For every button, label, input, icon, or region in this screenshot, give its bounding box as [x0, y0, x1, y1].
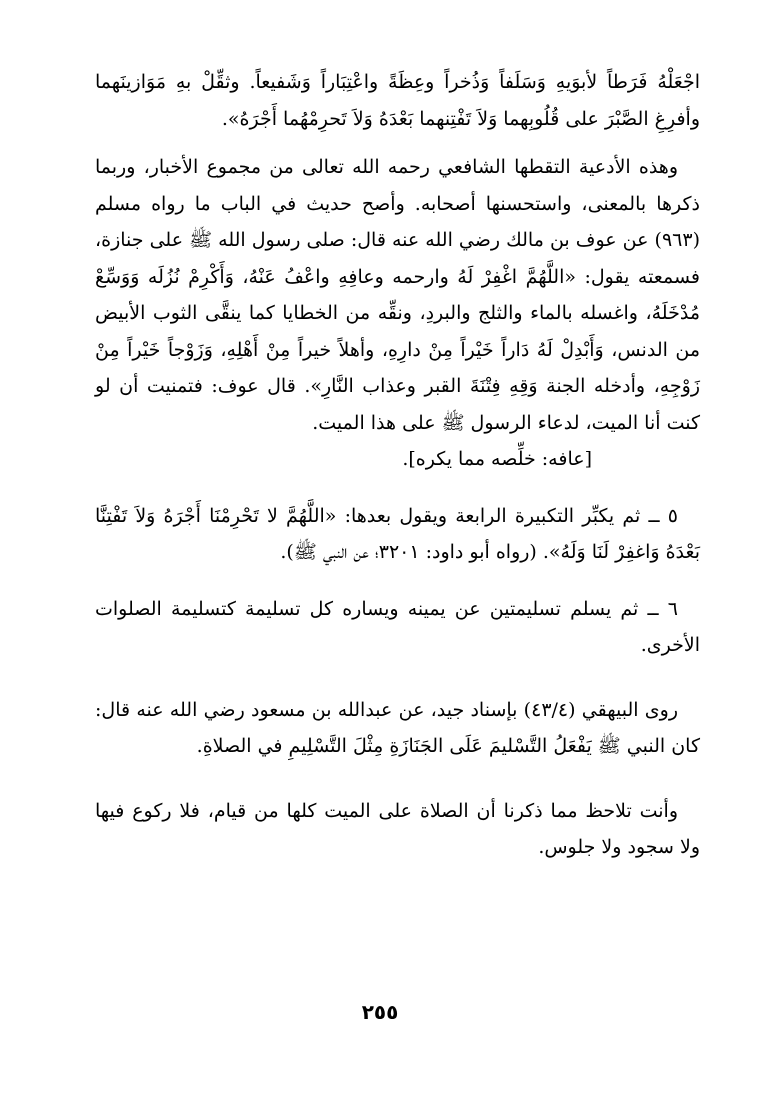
dua-continuation: اجْعَلْهُ فَرَطاً لأبوَيهِ وَسَلَفاً وَذُخراً وعِظَةً واعْتِبَاراً وَشَفيعاً. وثقِّلْ بهِ مَوَازينَهما وأفرِغِ الصَّبْرَ على قُلُوبِهما وَلاَ تَفْتِنهما بَعْدَهُ وَلاَ تَحرِمْهُما أَجْرَهُ».: [95, 71, 700, 130]
note-afihi: [عافه: خلِّصه مما يكره].: [402, 448, 592, 470]
step-5: ٥ ــ ثم يكبِّر التكبيرة الرابعة ويقول بعدها: «اللَّهُمَّ لا تَحْرِمْنَا أَجْرَهُ وَلاَ تَفْتِنَّا بَعْدَهُ وَاغفِرْ لَنَا وَلَهُ». (رواه أبو داود: ٣٢٠١؛ عن النبي ﷺ).: [95, 504, 700, 563]
paragraph-conclusion: وأنت تلاحظ مما ذكرنا أن الصلاة على الميت كلها من قيام، فلا ركوع فيها ولا سجود ولا جلوس.: [95, 799, 700, 858]
paragraph-bayhaqi: روى البيهقي (٤٣/٤) بإسناد جيد، عن عبدالله بن مسعود رضي الله عنه قال: كان النبي ﷺ يَفْعَلُ التَّسْليمَ عَلَى الجَنَازَةِ مِثْلَ التَّسْلِيمِ في الصلاةِ.: [95, 698, 700, 757]
page-number: ٢٥٥: [361, 1000, 399, 1024]
step-6: ٦ ــ ثم يسلم تسليمتين عن يمينه ويساره كل تسليمة كتسليمة الصلوات الأخرى.: [95, 597, 700, 656]
paragraph-hadith-awf: وهذه الأدعية التقطها الشافعي رحمه الله تعالى من مجموع الأخبار، وربما ذكرها بالمعنى، واستحسنها أصحابه. وأصح حديث في الباب ما رواه مسلم (٩٦٣) عن عوف بن مالك رضي الله عنه قال: صلى رسول الله ﷺ على جنازة، فسمعته يقول: «اللَّهُمَّ اغْفِرْ لَهُ وارحمه وعافِهِ واعْفُ عَنْهُ، وَأَكْرِمْ نُزُلَه وَوَسِّعْ مُدْخَلَهُ، واغسله بالماء والثلج والبردِ، ونقِّه من الخطايا كما ينقَّى الثوب الأبيض من الدنس، وَأَبْدِلْ لَهُ دَاراً خَيْراً مِنْ دارِهِ، وأهلاً خيراً مِنْ أَهْلِهِ، وَزَوْجاً خَيْراً مِنْ زَوْجِهِ، وأدخله الجنة وَقِهِ فِتْنَةَ القبر وعذاب النَّارِ». قال عوف: فتمنيت أن لو كنت أنا الميت، لدعاء الرسول ﷺ على هذا الميت.: [95, 156, 700, 434]
page-body: [95, 64, 700, 866]
